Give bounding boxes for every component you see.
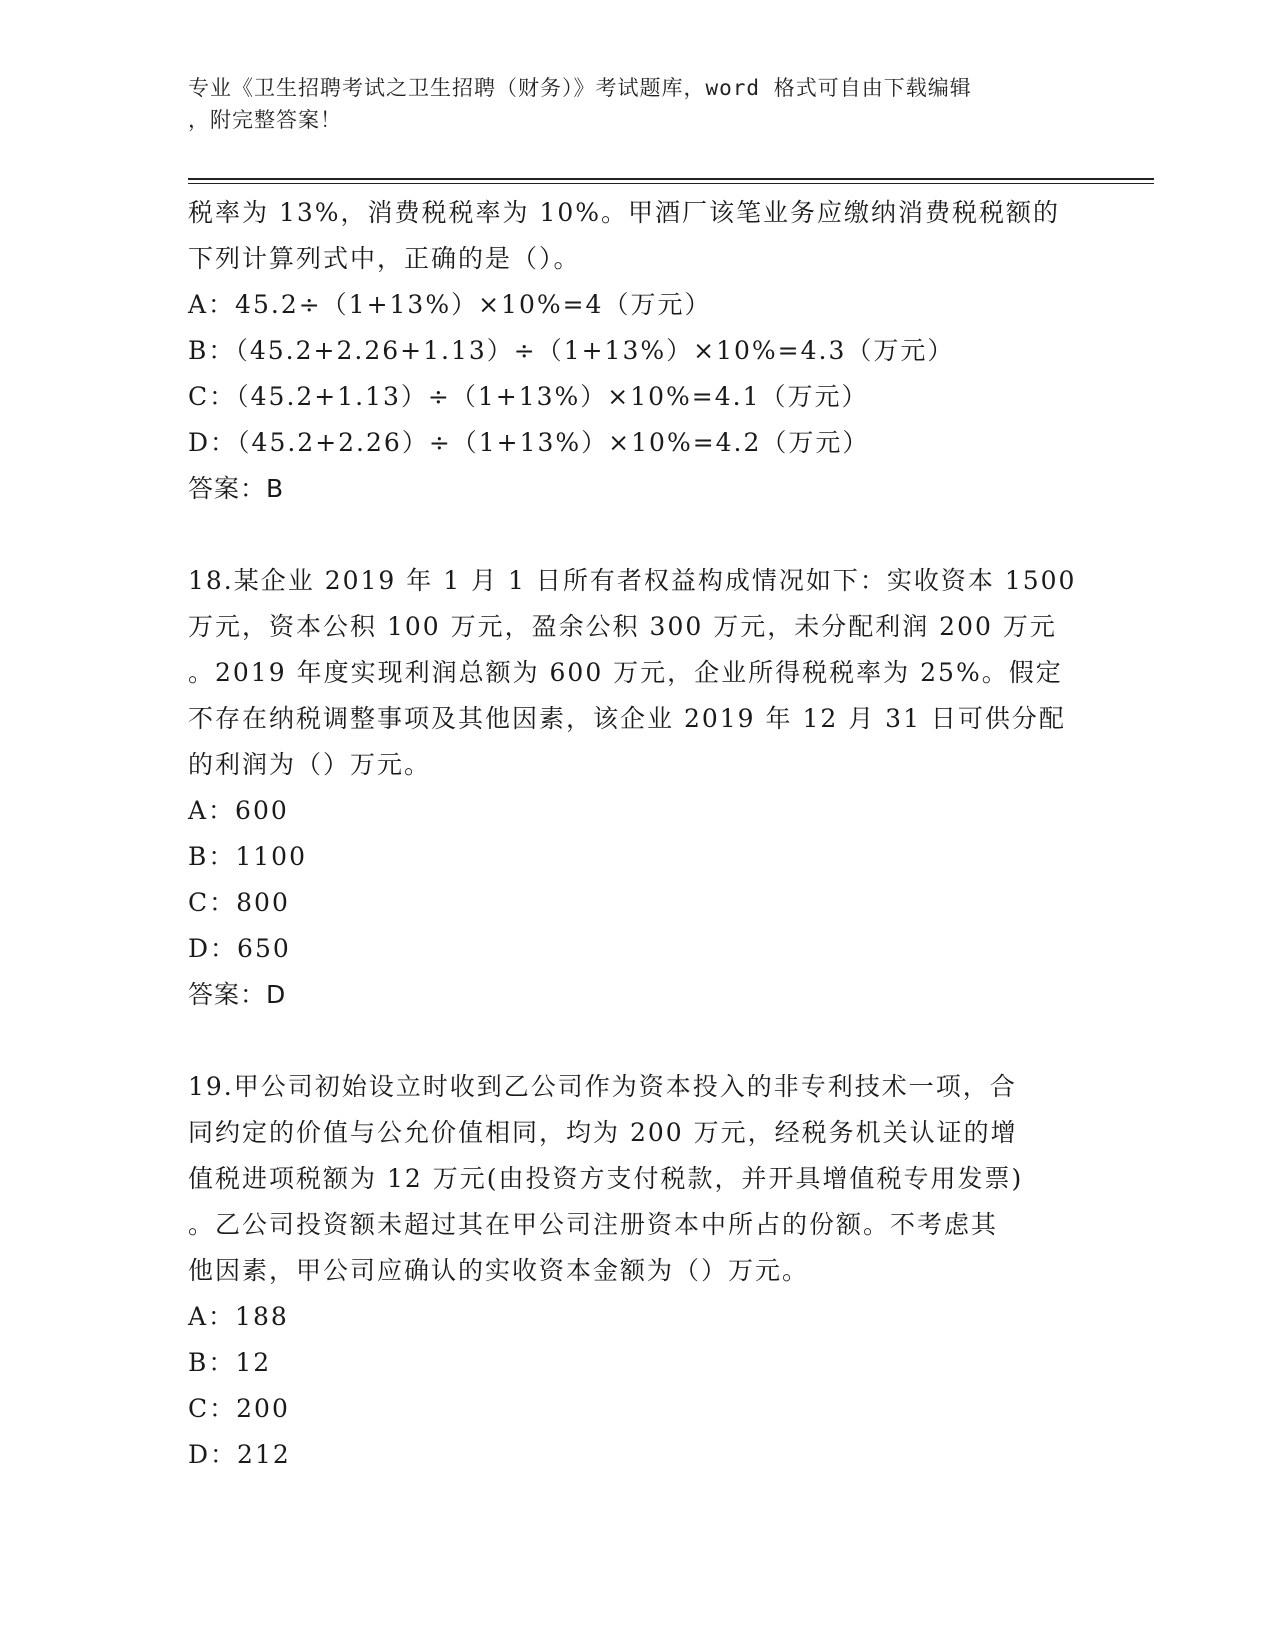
document-header (188, 72, 1068, 136)
option-a: A：45.2÷（1+13%）×10%=4（万元） (188, 290, 712, 319)
spacer (188, 512, 1088, 558)
answer-line: 答案：B (188, 474, 285, 503)
question-stem-line: 。乙公司投资额未超过其在甲公司注册资本中所占的份额。不考虑其 (188, 1210, 999, 1239)
option-c: C：800 (188, 888, 290, 917)
question-stem-line: 同约定的价值与公允价值相同，均为 200 万元，经税务机关认证的增 (188, 1118, 1018, 1147)
option-b: B：1100 (188, 842, 307, 871)
question-stem-line: 税率为 13%，消费税税率为 10%。甲酒厂该笔业务应缴纳消费税税额的 (188, 198, 1061, 227)
question-stem-line: 他因素，甲公司应确认的实收资本金额为（）万元。 (188, 1256, 810, 1285)
header-divider-thin (188, 183, 1154, 184)
header-line-2: ，附完整答案！ (188, 108, 342, 132)
question-17 (188, 190, 1088, 512)
option-a: A：188 (188, 1302, 289, 1331)
header-divider-thick (188, 178, 1154, 180)
question-19 (188, 1064, 1088, 1478)
question-18 (188, 558, 1088, 1018)
option-d: D：650 (188, 934, 291, 963)
question-stem-line: 不存在纳税调整事项及其他因素，该企业 2019 年 12 月 31 日可供分配 (188, 704, 1066, 733)
spacer (188, 1018, 1088, 1064)
question-stem-line: 19.甲公司初始设立时收到乙公司作为资本投入的非专利技术一项，合 (188, 1072, 1017, 1101)
question-stem-line: 下列计算列式中，正确的是（）。 (188, 244, 581, 273)
option-c: C：200 (188, 1394, 290, 1423)
option-b: B：（45.2+2.26+1.13）÷（1+13%）×10%=4.3（万元） (188, 336, 955, 365)
question-stem-line: 值税进项税额为 12 万元(由投资方支付税款，并开具增值税专用发票) (188, 1164, 1024, 1193)
question-stem-line: 的利润为（）万元。 (188, 750, 432, 779)
question-stem-line: 18.某企业 2019 年 1 月 1 日所有者权益构成情况如下：实收资本 1500 (188, 566, 1077, 595)
question-stem-line: 万元，资本公积 100 万元，盈余公积 300 万元，未分配利润 200 万元 (188, 612, 1057, 641)
option-d: D：（45.2+2.26）÷（1+13%）×10%=4.2（万元） (188, 428, 870, 457)
option-d: D：212 (188, 1440, 291, 1469)
option-c: C：（45.2+1.13）÷（1+13%）×10%=4.1（万元） (188, 382, 869, 411)
option-a: A：600 (188, 796, 289, 825)
header-line-1: 专业《卫生招聘考试之卫生招聘（财务）》考试题库，word 格式可自由下载编辑 (188, 76, 972, 100)
option-b: B：12 (188, 1348, 272, 1377)
question-list (188, 190, 1088, 1478)
question-stem-line: 。2019 年度实现利润总额为 600 万元，企业所得税税率为 25%。假定 (188, 658, 1063, 687)
answer-line: 答案：D (188, 980, 287, 1009)
